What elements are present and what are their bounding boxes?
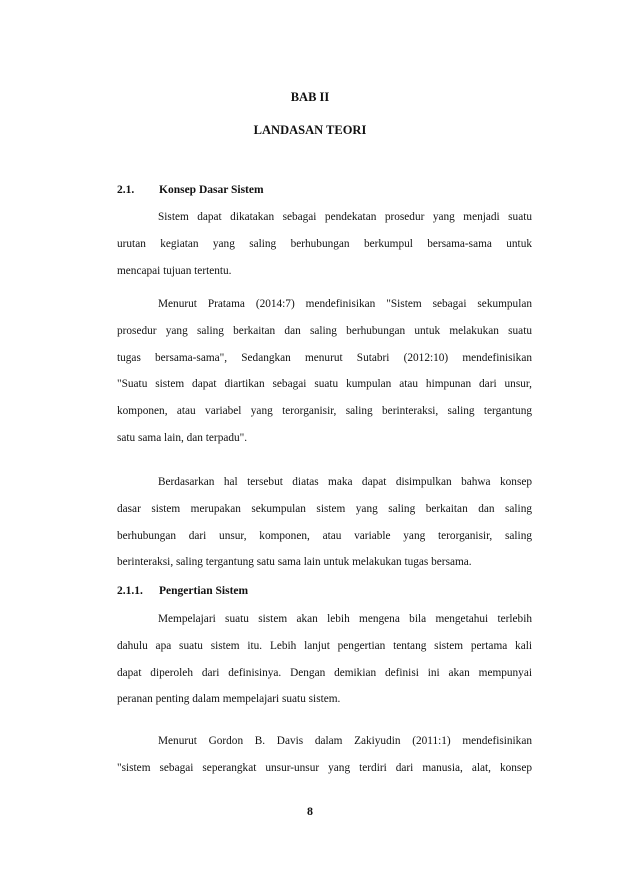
chapter-label: BAB II xyxy=(290,90,330,104)
paragraph-2-1-a xyxy=(117,204,532,284)
section-title: Pengertian Sistem xyxy=(159,585,249,597)
text-line: dapat diperoleh dari definisinya. Dengan demikian definisi ini akan mempunyai xyxy=(117,666,532,679)
paragraph-2-1-b xyxy=(117,291,532,452)
text-line: peranan penting dalam mempelajari suatu sistem. xyxy=(117,693,341,706)
section-title: Konsep Dasar Sistem xyxy=(159,184,264,196)
paragraph-2-1-1-a xyxy=(117,606,532,713)
paragraph-2-1-c xyxy=(117,469,532,576)
text-line: urutan kegiatan yang saling berhubungan berkumpul bersama-sama untuk xyxy=(117,237,532,250)
text-line: satu sama lain, dan terpadu". xyxy=(117,431,248,444)
text-line: Menurut Gordon B. Davis dalam Zakiyudin (2011:1) mendefisinikan xyxy=(158,735,532,747)
text-line: dasar sistem merupakan sekumpulan sistem yang saling berkaitan dan saling xyxy=(117,502,532,515)
chapter-title: LANDASAN TEORI xyxy=(253,123,367,137)
text-line: berhubungan dari unsur, komponen, atau variable yang terorganisir, saling xyxy=(117,529,532,542)
text-line: tugas bersama-sama", Sedangkan menurut Sutabri (2012:10) mendefinisikan xyxy=(117,351,532,364)
text-line: Mempelajari suatu sistem akan lebih mengena bila mengetahui terlebih xyxy=(158,613,532,625)
section-heading-2-1 xyxy=(117,184,264,196)
text-line: Berdasarkan hal tersebut diatas maka dapat disimpulkan bahwa konsep xyxy=(158,476,532,488)
text-line: "sistem sebagai seperangkat unsur-unsur yang terdiri dari manusia, alat, konsep xyxy=(117,761,532,774)
page-number: 8 xyxy=(307,804,313,818)
text-line: dahulu apa suatu sistem itu. Lebih lanjut pengertian tentang sistem pertama kali xyxy=(117,639,532,652)
text-line: berinteraksi, saling tergantung satu sama lain untuk melakukan tugas bersama. xyxy=(117,556,472,569)
text-line: mencapai tujuan tertentu. xyxy=(117,264,232,277)
text-line: komponen, atau variabel yang terorganisir, saling berinteraksi, saling tergantung xyxy=(117,405,532,418)
paragraph-2-1-1-b xyxy=(117,728,532,782)
text-line: Menurut Pratama (2014:7) mendefinisikan "Sistem sebagai sekumpulan xyxy=(158,298,532,310)
text-line: prosedur yang saling berkaitan dan saling berhubungan untuk melakukan suatu xyxy=(117,324,532,337)
text-line: "Suatu sistem dapat diartikan sebagai suatu kumpulan atau himpunan dari unsur, xyxy=(117,378,532,391)
section-number: 2.1.1. xyxy=(117,585,143,597)
section-heading-2-1-1 xyxy=(117,585,248,597)
section-number: 2.1. xyxy=(117,184,135,196)
text-line: Sistem dapat dikatakan sebagai pendekatan prosedur yang menjadi suatu xyxy=(158,211,532,223)
